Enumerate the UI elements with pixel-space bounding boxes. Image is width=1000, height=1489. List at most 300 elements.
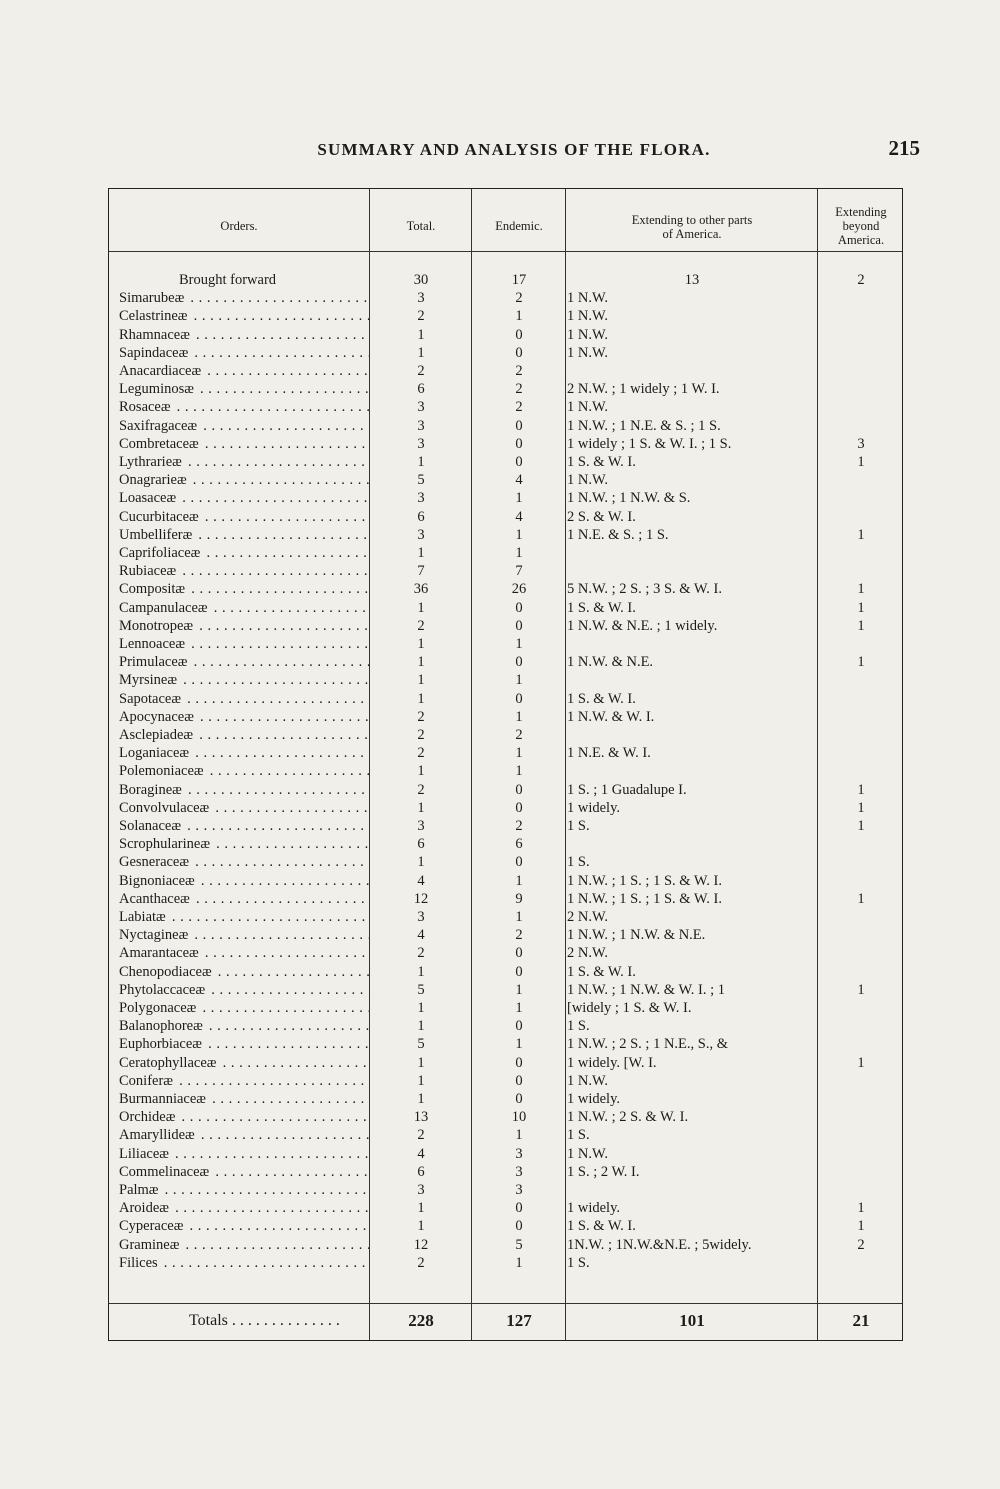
order-cell [119, 362, 369, 380]
extending-cell: 1 N.W. & N.E. [567, 654, 654, 671]
order-name: Loganiaceæ [119, 745, 190, 762]
order-cell [119, 981, 369, 999]
extending-cell: 1 widely. [W. I. [567, 1054, 657, 1071]
orders-column-header: Orders. [220, 219, 258, 233]
order-cell [119, 708, 369, 726]
order-name: Gramineæ [119, 1236, 180, 1253]
endemic-cell: 7 [515, 563, 523, 580]
table-row [109, 1217, 902, 1235]
table-row [109, 835, 902, 853]
order-cell [119, 908, 369, 926]
total-cell: 13 [413, 1109, 429, 1126]
beyond-header-line3: America. [837, 233, 885, 247]
table-row [109, 1126, 902, 1144]
endemic-cell: 0 [515, 654, 523, 671]
total-cell: 2 [417, 708, 425, 725]
endemic-cell: 0 [515, 945, 523, 962]
total-cell: 2 [417, 617, 425, 634]
endemic-cell: 0 [515, 599, 523, 616]
order-name: Filices [119, 1254, 158, 1271]
table-row [109, 1090, 902, 1108]
extending-cell: 1 S. & W. I. [567, 690, 636, 707]
order-name: Apocynaceæ [119, 708, 194, 725]
beyond-cell: 1 [857, 526, 865, 543]
order-name: Orchideæ [119, 1109, 176, 1126]
total-cell: 6 [417, 836, 425, 853]
order-cell [119, 489, 369, 507]
order-name: Liliaceæ [119, 1145, 169, 1162]
total-cell: 1 [417, 326, 425, 343]
table-row [109, 1054, 902, 1072]
beyond-column-header [819, 205, 903, 247]
endemic-cell: 1 [515, 1127, 523, 1144]
total-cell: 3 [417, 490, 425, 507]
endemic-cell: 2 [515, 290, 523, 307]
extending-cell: 1 N.W. ; 1 N.W. & W. I. ; 1 [567, 981, 726, 998]
totals-extending: 101 [679, 1311, 705, 1330]
total-cell: 2 [417, 945, 425, 962]
order-cell [119, 1236, 369, 1254]
table-row [109, 890, 902, 908]
order-cell [119, 1199, 369, 1217]
table-row [109, 599, 902, 617]
order-name: Lennoaceæ [119, 636, 186, 652]
order-cell [119, 635, 369, 653]
total-cell: 30 [413, 272, 429, 288]
order-name: Rosaceæ [119, 399, 171, 416]
table-row [109, 526, 902, 544]
table-row [109, 1199, 902, 1217]
total-cell: 3 [417, 435, 425, 452]
endemic-cell: 1 [515, 909, 523, 925]
order-name: Nyctagineæ [119, 927, 189, 944]
extending-cell: 2 N.W. ; 1 widely ; 1 W. I. [567, 381, 720, 398]
table-row [109, 1163, 902, 1181]
order-cell [119, 999, 369, 1017]
endemic-cell: 1 [515, 672, 523, 689]
totals-row [109, 1309, 902, 1333]
page-number: 215 [888, 136, 920, 160]
beyond-cell: 1 [857, 581, 865, 598]
beyond-header-line2: beyond [842, 219, 880, 233]
order-name: Monotropeæ [119, 617, 194, 634]
total-cell: 2 [417, 308, 425, 325]
order-cell [119, 963, 369, 981]
order-cell [119, 380, 369, 398]
endemic-cell: 17 [511, 272, 527, 288]
total-cell: 2 [417, 363, 425, 379]
table-row [109, 653, 902, 671]
order-cell [119, 508, 369, 526]
order-name: Boragineæ [119, 781, 182, 798]
endemic-cell: 0 [515, 781, 523, 798]
total-cell: 7 [417, 563, 425, 580]
endemic-cell: 2 [515, 818, 523, 834]
order-cell [119, 1054, 369, 1072]
total-cell: 1 [417, 599, 425, 616]
order-name: Anacardiaceæ [119, 363, 202, 379]
order-cell [119, 562, 369, 580]
order-cell [119, 817, 369, 835]
extending-cell: 1 N.W. [567, 344, 608, 361]
table-row [109, 417, 902, 435]
order-name: Chenopodiaceæ [119, 963, 212, 980]
total-cell: 1 [417, 1200, 425, 1217]
beyond-cell: 1 [857, 781, 865, 798]
total-cell: 3 [417, 818, 425, 834]
endemic-cell: 0 [515, 617, 523, 634]
endemic-cell: 6 [515, 836, 523, 853]
total-cell: 1 [417, 344, 425, 361]
brought-forward-row [109, 271, 902, 289]
endemic-cell: 2 [515, 399, 523, 416]
table-row [109, 326, 902, 344]
extending-cell: [widely ; 1 S. & W. I. [567, 1000, 692, 1016]
total-cell: 1 [417, 1000, 425, 1016]
total-cell: 12 [413, 890, 429, 907]
order-name: Balanophoreæ [119, 1018, 203, 1035]
order-name: Saxifragaceæ [119, 417, 198, 434]
total-cell: 5 [417, 472, 425, 489]
order-name: Loasaceæ [119, 490, 177, 507]
table-row [109, 1236, 902, 1254]
extending-cell: 1N.W. ; 1N.W.&N.E. ; 5widely. [567, 1236, 752, 1253]
total-cell: 1 [417, 1218, 425, 1235]
table-row [109, 489, 902, 507]
extending-cell: 1 N.W. [567, 1072, 608, 1089]
total-cell: 4 [417, 927, 425, 944]
order-name: Rubiaceæ [119, 563, 177, 580]
beyond-cell: 1 [857, 1218, 865, 1235]
order-name: Gesneraceæ [119, 854, 190, 871]
beyond-cell: 1 [857, 617, 865, 634]
endemic-cell: 2 [515, 727, 523, 743]
order-name: Sapindaceæ [119, 344, 189, 361]
total-cell: 1 [417, 545, 425, 561]
order-name: Scrophularineæ [119, 836, 211, 853]
endemic-cell: 2 [515, 381, 523, 398]
order-name: Amarantaceæ [119, 945, 199, 962]
table-row [109, 671, 902, 689]
order-cell [119, 398, 369, 416]
table-row [109, 453, 902, 471]
beyond-cell: 1 [857, 818, 865, 834]
table-row [109, 817, 902, 835]
total-cell: 6 [417, 1163, 425, 1180]
total-cell: 2 [417, 1127, 425, 1144]
order-name: Amaryllideæ [119, 1127, 195, 1144]
endemic-cell: 0 [515, 690, 523, 707]
extending-cell: 1 N.E. & W. I. [567, 745, 651, 762]
extending-cell: 1 N.W. [567, 399, 608, 416]
total-cell: 2 [417, 781, 425, 798]
extending-cell: 1 N.W. ; 2 S. ; 1 N.E., S., & [567, 1036, 728, 1053]
endemic-cell: 1 [515, 745, 523, 762]
order-cell [119, 1108, 369, 1126]
table-row [109, 872, 902, 890]
order-name: Combretaceæ [119, 435, 199, 452]
total-cell: 2 [417, 1254, 425, 1271]
table-row [109, 981, 902, 999]
total-cell: 6 [417, 508, 425, 525]
endemic-cell: 0 [515, 1054, 523, 1071]
table-row [109, 562, 902, 580]
endemic-cell: 0 [515, 417, 523, 434]
table-row [109, 781, 902, 799]
endemic-cell: 5 [515, 1236, 523, 1253]
table-row [109, 963, 902, 981]
extending-header-line1: Extending to other parts [631, 213, 753, 227]
extending-cell: 1 N.W. ; 1 N.E. & S. ; 1 S. [567, 417, 721, 434]
extending-cell: 1 N.W. ; 1 S. ; 1 S. & W. I. [567, 890, 722, 907]
total-cell: 5 [417, 1036, 425, 1053]
order-cell [119, 1217, 369, 1235]
total-cell: 1 [417, 1091, 425, 1107]
table-row [109, 762, 902, 780]
order-name: Euphorbiaceæ [119, 1036, 202, 1053]
beyond-cell: 1 [857, 599, 865, 616]
endemic-cell: 0 [515, 326, 523, 343]
totals-endemic: 127 [506, 1311, 532, 1330]
table-row [109, 1254, 902, 1272]
order-name: Umbelliferæ [119, 526, 193, 543]
table-row [109, 690, 902, 708]
extending-cell: 1 N.W. [567, 472, 608, 489]
table-row [109, 944, 902, 962]
endemic-cell: 1 [515, 526, 523, 543]
table-row [109, 926, 902, 944]
table-row [109, 853, 902, 871]
extending-cell: 1 N.W. ; 1 S. ; 1 S. & W. I. [567, 872, 722, 889]
total-cell: 1 [417, 636, 425, 652]
extending-cell: 1 widely. [567, 799, 621, 816]
table-row [109, 344, 902, 362]
endemic-cell: 1 [515, 763, 523, 780]
totals-label: Totals . . . . . . . . . . . . . . [189, 1312, 340, 1329]
total-cell: 2 [417, 745, 425, 762]
extending-cell: 1 N.W. [567, 326, 608, 343]
total-cell: 1 [417, 1054, 425, 1071]
order-cell [119, 417, 369, 435]
endemic-column-header: Endemic. [495, 219, 543, 233]
total-cell: 12 [413, 1236, 429, 1253]
order-name: Caprifoliaceæ [119, 545, 201, 561]
endemic-cell: 3 [515, 1163, 523, 1180]
extending-header-line2: of America. [662, 227, 722, 241]
order-cell [119, 471, 369, 489]
endemic-cell: 0 [515, 344, 523, 361]
flora-summary-table [108, 188, 903, 1341]
order-name: Bignoniaceæ [119, 872, 195, 889]
extending-cell: 1 N.W. [567, 308, 608, 325]
endemic-cell: 1 [515, 545, 523, 561]
extending-cell: 1 N.W. ; 1 N.W. & S. [567, 490, 691, 507]
endemic-cell: 4 [515, 472, 523, 489]
endemic-cell: 1 [515, 1036, 523, 1053]
endemic-cell: 3 [515, 1145, 523, 1162]
total-cell: 3 [417, 526, 425, 543]
total-cell: 4 [417, 1145, 425, 1162]
endemic-cell: 1 [515, 872, 523, 889]
order-name: Ceratophyllaceæ [119, 1054, 217, 1071]
order-cell [119, 326, 369, 344]
order-name: Onagrarieæ [119, 472, 187, 489]
endemic-cell: 0 [515, 1091, 523, 1107]
extending-cell: 13 [684, 272, 700, 288]
total-cell: 6 [417, 381, 425, 398]
order-cell [119, 526, 369, 544]
table-row [109, 580, 902, 598]
endemic-cell: 1 [515, 1000, 523, 1016]
extending-cell: 1 widely ; 1 S. & W. I. ; 1 S. [567, 435, 732, 452]
total-cell: 1 [417, 963, 425, 980]
endemic-cell: 10 [511, 1109, 527, 1126]
extending-cell: 1 S. & W. I. [567, 454, 636, 470]
order-name: Commelinaceæ [119, 1163, 210, 1180]
order-cell [119, 944, 369, 962]
order-cell [119, 307, 369, 325]
extending-cell: 1 N.W. & N.E. ; 1 widely. [567, 617, 718, 634]
order-cell [119, 344, 369, 362]
beyond-cell: 2 [857, 272, 865, 288]
order-cell [119, 799, 369, 817]
extending-cell: 1 S. [567, 854, 590, 871]
endemic-cell: 1 [515, 708, 523, 725]
order-name: Convolvulaceæ [119, 799, 210, 816]
order-name: Coniferæ [119, 1072, 173, 1089]
order-cell [119, 1035, 369, 1053]
total-cell: 1 [417, 799, 425, 816]
extending-cell: 1 N.W. [567, 290, 608, 307]
table-row [109, 617, 902, 635]
endemic-cell: 9 [515, 890, 523, 907]
extending-cell: 1 S. [567, 1018, 590, 1035]
order-cell [119, 544, 369, 562]
table-row [109, 508, 902, 526]
order-name: Cucurbitaceæ [119, 508, 199, 525]
extending-cell: 1 widely. [567, 1091, 621, 1107]
extending-cell: 1 S. ; 1 Guadalupe I. [567, 781, 687, 798]
order-cell [119, 671, 369, 689]
total-cell: 3 [417, 417, 425, 434]
order-name: Compositæ [119, 581, 186, 598]
order-cell [119, 690, 369, 708]
endemic-cell: 1 [515, 308, 523, 325]
table-row [109, 307, 902, 325]
total-cell: 1 [417, 763, 425, 780]
order-cell [119, 453, 369, 471]
extending-cell: 2 N.W. [567, 909, 608, 925]
order-cell [119, 762, 369, 780]
endemic-cell: 0 [515, 799, 523, 816]
order-name: Palmæ [119, 1182, 159, 1198]
order-cell [119, 835, 369, 853]
beyond-cell: 2 [857, 1236, 865, 1253]
order-name: Polemoniaceæ [119, 763, 204, 780]
order-cell [119, 617, 369, 635]
order-name: Leguminosæ [119, 381, 194, 398]
brought-forward-label: Brought forward [179, 272, 277, 288]
extending-cell: 1 widely. [567, 1200, 621, 1217]
order-name: Rhamnaceæ [119, 326, 190, 343]
beyond-cell: 1 [857, 454, 865, 470]
extending-cell: 1 N.W. & W. I. [567, 708, 655, 725]
total-cell: 3 [417, 399, 425, 416]
totals-rule [109, 1303, 902, 1304]
total-cell: 1 [417, 690, 425, 707]
totals-label-text: Totals [189, 1312, 228, 1329]
endemic-cell: 1 [515, 490, 523, 507]
order-cell [119, 1145, 369, 1163]
order-name: Labiatæ [119, 909, 166, 925]
total-cell: 36 [413, 581, 429, 598]
header-rule [109, 251, 902, 252]
order-name: Celastrineæ [119, 308, 188, 325]
page-header [108, 136, 920, 166]
order-name: Burmanniaceæ [119, 1091, 206, 1107]
table-row [109, 726, 902, 744]
endemic-cell: 2 [515, 363, 523, 379]
beyond-header-line1: Extending [835, 205, 887, 219]
endemic-cell: 0 [515, 963, 523, 980]
extending-cell: 1 S. ; 2 W. I. [567, 1163, 640, 1180]
table-row [109, 908, 902, 926]
order-cell [119, 1017, 369, 1035]
total-cell: 5 [417, 981, 425, 998]
table-row [109, 1072, 902, 1090]
table-row [109, 708, 902, 726]
extending-cell: 1 S. [567, 1127, 590, 1144]
order-cell [119, 435, 369, 453]
endemic-cell: 0 [515, 435, 523, 452]
table-row [109, 1181, 902, 1199]
endemic-cell: 26 [511, 581, 527, 598]
total-cell: 1 [417, 454, 425, 470]
endemic-cell: 3 [515, 1182, 523, 1198]
endemic-cell: 0 [515, 454, 523, 470]
order-cell [119, 744, 369, 762]
order-cell [119, 1254, 369, 1272]
order-cell [119, 926, 369, 944]
order-cell [119, 781, 369, 799]
endemic-cell: 0 [515, 1200, 523, 1217]
order-name: Cyperaceæ [119, 1218, 184, 1235]
order-cell [119, 580, 369, 598]
extending-column-header [567, 213, 817, 241]
endemic-cell: 0 [515, 1072, 523, 1089]
extending-cell: 1 S. & W. I. [567, 599, 636, 616]
total-cell: 1 [417, 1018, 425, 1035]
table-row [109, 380, 902, 398]
order-cell [119, 890, 369, 908]
beyond-cell: 1 [857, 799, 865, 816]
table-row [109, 635, 902, 653]
endemic-cell: 1 [515, 636, 523, 652]
order-name: Primulaceæ [119, 654, 188, 671]
order-name: Myrsineæ [119, 672, 177, 689]
endemic-cell: 1 [515, 981, 523, 998]
order-name: Simarubeæ [119, 290, 185, 307]
extending-cell: 1 S. [567, 818, 590, 834]
table-row [109, 544, 902, 562]
table-row [109, 1108, 902, 1126]
order-cell [119, 1181, 369, 1199]
beyond-cell: 1 [857, 890, 865, 907]
extending-cell: 1 N.E. & S. ; 1 S. [567, 526, 669, 543]
table-row [109, 398, 902, 416]
order-cell [119, 599, 369, 617]
order-cell [119, 726, 369, 744]
